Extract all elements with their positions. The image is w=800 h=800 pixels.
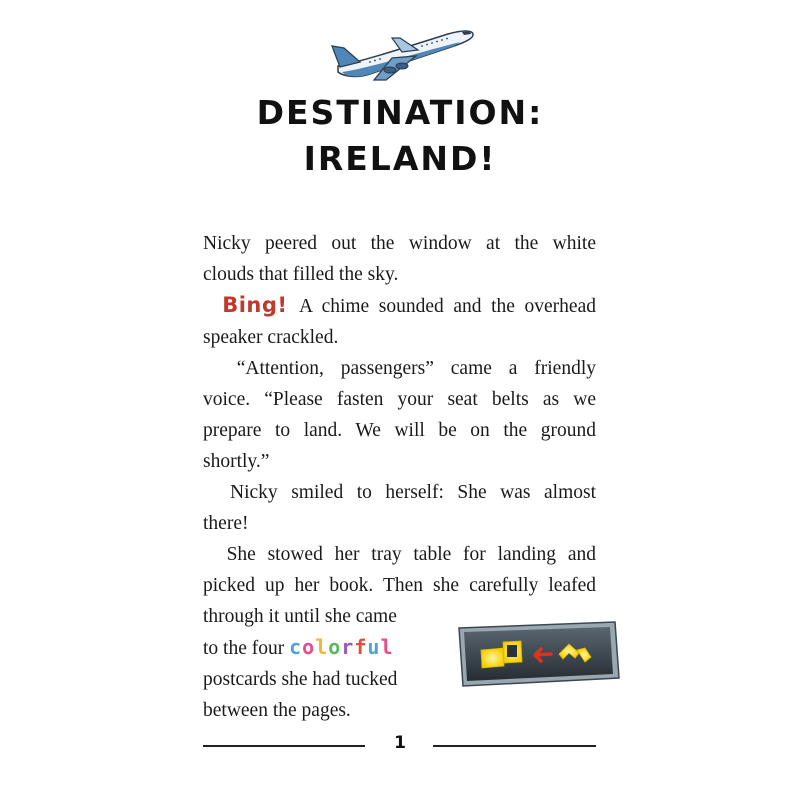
paragraph-4 — [203, 477, 596, 539]
text-line: between the pages. — [203, 700, 351, 721]
text-line — [203, 290, 596, 322]
text-line: postcards she had tucked — [203, 669, 398, 690]
chapter-title — [0, 90, 800, 182]
text-fragment: Nicky smiled to herself: She was almost — [230, 482, 596, 503]
text-line: speaker crackled. — [203, 327, 339, 348]
text-line — [203, 477, 596, 508]
paragraph-1 — [203, 228, 596, 290]
colorful-letter: u — [367, 635, 381, 659]
text-fragment: A chime sounded and the overhead — [298, 296, 596, 317]
footer-rule-left — [203, 745, 365, 747]
text-line — [203, 539, 596, 570]
colorful-letter: c — [289, 635, 303, 659]
colorful-letter: l — [380, 635, 394, 659]
colorful-letter: f — [354, 635, 368, 659]
text-line: prepare to land. We will be on the ground — [203, 420, 596, 441]
colorful-letter: o — [302, 635, 316, 659]
chapter-title-line2: IRELAND! — [303, 139, 497, 178]
text-line: shortly.” — [203, 451, 270, 472]
text-line: voice. “Please fasten your seat belts as we — [203, 389, 596, 410]
colorful-word — [289, 635, 393, 659]
bing-sound-effect: Bing! — [222, 293, 288, 317]
fasten-seatbelt-sign-icon — [455, 620, 620, 688]
text-line: there! — [203, 513, 249, 534]
paragraph-3 — [203, 353, 596, 477]
text-line: Nicky peered out the window at the white — [203, 233, 596, 254]
colorful-letter: r — [341, 635, 355, 659]
chapter-title-line1: DESTINATION: — [256, 93, 544, 132]
airplane-icon — [330, 22, 475, 82]
footer-rule-right — [433, 745, 596, 747]
colorful-letter: o — [328, 635, 342, 659]
text-fragment: She stowed her tray table for landing and — [226, 544, 596, 565]
text-fragment: to the four — [203, 638, 285, 659]
text-fragment: “Attention, passengers” came a friendly — [236, 358, 596, 379]
paragraph-2 — [203, 290, 596, 353]
text-line — [203, 353, 596, 384]
text-line: clouds that filled the sky. — [203, 264, 399, 285]
text-line: picked up her book. Then she carefully leafed — [203, 575, 596, 596]
page-number: 1 — [394, 733, 406, 753]
text-line: through it until she came — [203, 606, 397, 627]
colorful-letter: l — [315, 635, 329, 659]
